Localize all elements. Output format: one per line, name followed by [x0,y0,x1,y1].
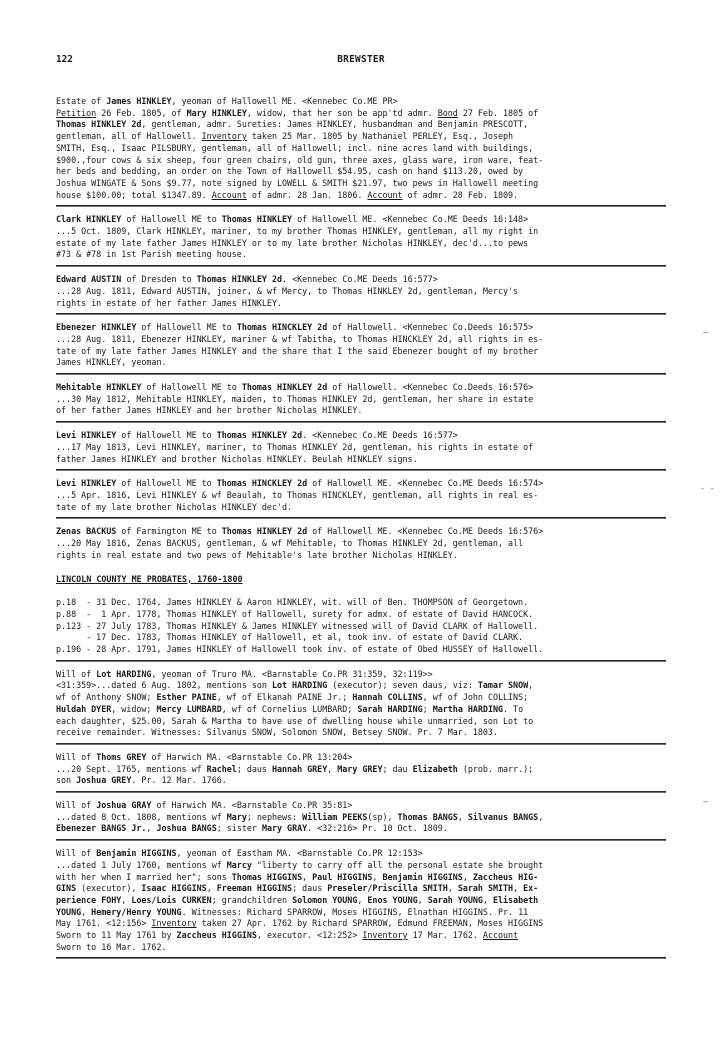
person-name: Sarah YOUNG [427,894,483,905]
entry-text: #73 & #78 in 1st Parish meeting house. [56,249,247,260]
margin-mark: — [703,328,708,337]
person-name: William PEEKS [302,811,368,822]
entry-text: of Hallowell ME to [116,478,217,489]
entry-text: (sp), [367,811,398,822]
person-name: Levi HINKLEY [56,478,117,489]
entry-line [56,883,666,895]
person-name: Zaccheus HIGGINS [176,930,257,941]
entry-text: ; daus [292,883,328,894]
entry-text: estate of my late father James HINKLEY or to my late brother Nicholas HINKLEY, dec'd...to pews [56,237,529,248]
record-term: Account [367,189,403,200]
record-entry [56,848,666,953]
person-name: Thomas HINCKLEY 2d [236,322,328,333]
person-name: Zaccheus HIG- [472,871,539,882]
entry-text: , [121,894,132,905]
entry-text: , widow, that her son be app'td admr. [246,107,438,118]
entry-line [56,704,666,716]
entry-line [56,526,666,538]
entry-line [56,644,666,656]
person-name: GINS [56,883,77,894]
entry-line [56,178,666,190]
entry-line [56,322,666,334]
entry-text: , [457,811,468,822]
person-name: Thomas HIGGINS [231,871,303,882]
entry-line [56,357,666,369]
entry-text: May 1761. <12:156> [56,918,152,929]
entry-line [56,274,666,286]
entry-text: , [372,871,383,882]
person-name: Clark HINKLEY [56,214,122,225]
entry-text: each daughter, $25.00, Sarah & Martha to have use of dwelling house while unmarried, son Lot to [56,715,534,726]
separator-rule [56,313,666,315]
entry-line [56,930,666,942]
person-name: Esther PAINE [156,692,217,703]
record-term: Bond [437,107,458,118]
entry-line [56,490,666,502]
entry-line [56,800,666,812]
entry-text: . Witnesses: Richard SPARROW, Moses HIGGINS, Elnathan HIGGINS. Pr. 11 [181,906,529,917]
entry-text: of Hallowell ME. <Kennebec Co.ME Deeds 16:148> [292,214,529,225]
entry-line [56,405,666,417]
entry-text: receive remainder. Witnesses: Silvanus SNOW, Solomon SNOW, Betsey SNOW. Pr. 7 Mar. 1803. [56,727,498,738]
person-name: Freeman HIGGINS [216,883,293,894]
record-term: Account [482,930,519,941]
person-name: Benjamin HIGGINS [96,848,177,859]
entry-line [56,334,666,346]
entry-text: her beds and bedding, an order on the Town of Hallowell $54.95, cash on hand $113.20, owed by [56,166,524,177]
entry-line [56,502,666,514]
entry-text: , [513,883,524,894]
record-term: Account [211,189,247,200]
person-name: YOUNG [56,906,82,917]
entry-text: of Harwich MA. <Barnstable Co.PR 13:204> [146,751,353,762]
entry-line [56,860,666,872]
entry-text: 27 Feb. 1805 of [457,107,539,118]
entry-text: . <32:216> Pr. 10 Oct. 1809. [307,823,448,834]
person-name: Thomas HINKLEY 2d [241,382,328,393]
person-name: Thomas HINKLEY 2d [216,430,303,441]
entry-text: 17 Mar. 1762. [407,930,483,941]
separator-rule [56,839,666,841]
entry-text: ; daus [236,763,272,774]
entry-line [56,394,666,406]
entry-text: father James HINKLEY and brother Nicholas HINKLEY. Beulah HINKLEY signs. [56,453,418,464]
entry-line [56,692,666,704]
entry-text: , yeoman of Eastham MA. <Barnstable Co.PR 12:153> [176,848,423,859]
person-name: Preseler/Priscilla SMITH [327,883,448,894]
person-name: Thomas HINKLEY [221,214,293,225]
entry-text: tate of my late brother Nicholas HINKLEY dec'd. [56,501,293,512]
entry-text: of Dresden to [121,274,197,285]
entry-line [56,298,666,310]
person-name: Mary [226,811,247,822]
entry-text: of admr. 28 Feb. 1809. [402,189,519,200]
record-entry [56,526,666,561]
entry-line [56,538,666,550]
entry-text: , yeoman of Truro MA. <Barnstable Co.PR 31:359, 32:119>> [151,668,433,679]
entry-text: . <Kennebec Co.ME Deeds 16:577> [282,274,438,285]
person-name: Edward AUSTIN [56,274,122,285]
person-name: Levi HINKLEY [56,430,117,441]
record-entry [56,322,666,369]
entry-line [56,442,666,454]
entry-line [56,238,666,250]
entry-text: ...28 Aug. 1811, Edward AUSTIN, joiner, & wf Mercy, to Thomas HINKLEY 2d, gentleman, Mercy's [56,285,519,296]
entry-text: wf of Anthony SNOW; [56,692,157,703]
entry-text: p.18 - 31 Dec. 1764, James HINKLEY & Aaron HINKLEY, wit. will of Ben. THOMPSON of Georgetown. [56,597,529,608]
person-name: Rachel [206,763,237,774]
entry-text: , wf of John COLLINS; [422,692,529,703]
record-entry [56,478,666,513]
entry-text: (executor); seven daus, viz: [327,680,478,691]
person-name: Thomas BANGS [397,811,458,822]
person-name: Mary HINKLEY [186,107,247,118]
page-header [56,54,666,68]
entry-line [56,895,666,907]
entry-text: p.123 - 27 July 1783, Thomas HINKLEY & James HINKLEY witnessed will of David CLARK of Hallowell. [56,620,539,631]
entry-text: SMITH, Esq., Isaac PILSBURY, gentleman, all of Hallowell; incl. nine acres land with buildings, [56,142,534,153]
entry-text: , yeoman of Hallowell ME. <Kennebec Co.ME PR> [171,96,398,106]
entry-line [56,823,666,835]
entry-text: ; sister [216,823,262,834]
entry-line [56,131,666,143]
person-name: Ebenezer BANGS Jr. [56,823,147,834]
person-name: Enos YOUNG [367,894,418,905]
separator-rule [56,791,666,793]
person-name: Elizabeth [412,763,458,774]
entry-text: ...dated 8 Oct. 1808, mentions wf [56,811,227,822]
entry-text: , wf of Elkanah PAINE Jr.; [216,692,353,703]
page-content [56,96,666,966]
person-name: Thomas HINKLEY 2d [56,119,142,130]
person-name: Sarah SMITH [457,883,514,894]
entry-line [56,680,666,692]
entry-line [56,119,666,131]
separator-rule [56,660,666,662]
record-entry [56,800,666,835]
entry-text: , gentleman, admr. Sureties: James HINKLEY, husbandman and Benjamin PRESCOTT, [141,119,529,130]
entry-text: Will of [56,668,97,679]
margin-mark: - - [700,484,715,493]
entry-text: ...20 May 1816, Zenas BACKUS, gentleman, & wf Mehitable, to Thomas HINKLEY 2d, gentleman, all [56,538,524,549]
entry-line [56,190,666,202]
entry-text: , [417,894,428,905]
entry-line [56,907,666,919]
entry-text: , [447,883,458,894]
entry-text: , widow; [111,703,157,714]
record-term: Inventory [201,131,247,142]
person-name: Joshua GREY [76,775,132,786]
person-name: Martha HARDING [432,703,504,714]
person-name: Huldah DYER [56,703,112,714]
entry-line [56,155,666,167]
entry-text: ...5 Apr. 1816, Levi HINKLEY & wf Beaulah, to Thomas HINCKLEY, gentleman, all rights in real es- [56,489,539,500]
person-name: Thomas HINCKLEY 2d [216,478,308,489]
entry-text: , [357,894,368,905]
entry-text: ...28 Aug. 1811, Ebenezer HINKLEY, mariner & wf Tabitha, to Thomas HINCKLEY 2d, all rights in es- [56,333,544,344]
entry-text: ; grandchildren [211,894,293,905]
person-name: Tamar SNOW [477,680,529,691]
entry-text: , [302,871,313,882]
person-name: Marcy [226,859,252,870]
entry-line [56,775,666,787]
entry-text: (prob. marr.); [457,763,534,774]
entry-text: ...17 May 1813, Levi HINKLEY, mariner, to Thomas HINKLEY 2d, gentleman, his rights in estate of [56,441,534,452]
entry-text: of Farmington ME to [116,526,222,537]
person-name: Zenas BACKUS [56,526,117,537]
entry-text: taken 27 Apr. 1762 by Richard SPARROW, Edmund FREEMAN, Moses HIGGINS [196,918,544,929]
entry-text: of Hallowell. <Kennebec Co.Deeds 16:575> [327,322,534,333]
entry-text: , [462,871,473,882]
separator-rule [56,469,666,471]
entry-line [56,214,666,226]
entry-text: Will of [56,751,97,762]
entry-line [56,752,666,764]
entry-text: of Hallowell ME to [136,322,237,333]
record-term: Petition [56,107,97,118]
entry-text: of Harwich MA. <Barnstable Co.PR 35:81> [151,800,353,811]
entry-line [56,621,666,633]
separator-rule [56,373,666,375]
entry-text: Joshua WINGATE & Sons $9.77, note signed by LOWELL & SMITH $21.97, two pews in Hallowell meeting [56,177,539,188]
person-name: Hemery/Henry YOUNG [91,906,182,917]
running-head: BREWSTER [337,54,385,65]
entry-line [56,346,666,358]
section-gap [56,562,666,574]
person-name: Hannah GREY [271,763,328,774]
record-term: Inventory [151,918,197,929]
entry-text: <31:359>...dated 6 Aug. 1802, mentions son [56,680,272,691]
entry-text: , [528,680,534,691]
entry-line [56,550,666,562]
entry-text: ; dau [382,763,413,774]
person-name: Joshua BANGS [156,823,217,834]
entry-text: ...30 May 1812, Mehitable HINKLEY, maiden, to Thomas HINKLEY 2d, gentleman, her share in estate [56,393,534,404]
entry-text: Sworn to 11 May 1761 by [56,930,177,941]
person-name: Mary GREY [337,763,383,774]
entry-line [56,727,666,739]
person-name: Thomas HINKLEY 2d [221,526,308,537]
entry-line [56,382,666,394]
entry-text: , [327,763,338,774]
entry-line [56,918,666,930]
entry-text: of Hallowell. <Kennebec Co.Deeds 16:576> [327,382,534,393]
person-name: Paul HIGGINS [312,871,373,882]
entry-text: , [482,894,493,905]
entry-text: of Hallowell ME to [121,214,222,225]
entry-text: son [56,775,77,786]
entry-text: , wf of Cornelius LUMBARD; [221,703,358,714]
entry-text: , [206,883,217,894]
entry-line [56,632,666,644]
entry-text: Estate of [56,96,107,106]
person-name: Hannah COLLINS [352,692,423,703]
person-name: Benjamin HIGGINS [382,871,463,882]
entry-text: , [538,811,544,822]
entry-line [56,454,666,466]
entry-text: of Hallowell ME. <Kennebec Co.ME Deeds 16:576> [307,526,544,537]
entry-text: Will of [56,800,97,811]
entry-line [56,108,666,120]
entry-text: taken 25 Mar. 1805 by Nathaniel PERLEY, Esq., Joseph [246,131,514,142]
page-number: 122 [56,54,73,65]
person-name: Ex- [523,883,539,894]
entry-line [56,249,666,261]
entry-line [56,669,666,681]
entry-text: p.88 - 1 Apr. 1778, Thomas HINKLEY of Hallowell, surety for admx. of estate of David HANCOCK. [56,608,534,619]
entry-text: rights in estate of her father James HINKLEY. [56,297,282,308]
record-entry [56,597,666,656]
entry-text: rights in real estate and two pews of Mehitable's late brother Nicholas HINKLEY. [56,549,458,560]
entry-text: - 17 Dec. 1783, Thomas HINKLEY of Hallowell, et al, took inv. of estate of David CLARK. [56,632,524,643]
person-name: Isaac HIGGINS [141,883,207,894]
entry-text: Will of [56,848,97,859]
entry-text: . <Kennebec Co.ME Deeds 16:577> [302,430,458,441]
entry-line [56,764,666,776]
entry-text: ...5 Oct. 1809, Clark HINKLEY, mariner, to my brother Thomas HINKLEY, gentleman, all my right in [56,226,539,237]
entry-text: of admr. 28 Jan. 1806. [246,189,368,200]
entry-text: tate of my late father James HINKLEY and the share that I the said Ebenezer bought of my brother [56,345,539,356]
entry-text: ...dated 1 July 1760, mentions wf [56,859,227,870]
record-entry [56,430,666,465]
entry-line [56,812,666,824]
person-name: Mary GRAY [261,823,308,834]
separator-rule [56,517,666,519]
entry-text: of Hallowell ME to [116,430,217,441]
record-entry [56,669,666,739]
person-name: perience FOHY [56,894,122,905]
entry-text: $900.,four cows & six sheep, four green chairs, old gun, three axes, glass ware, iron ware, feat- [56,154,544,165]
person-name: Sarah HARDING [357,703,423,714]
person-name: Solomon YOUNG [292,894,358,905]
entry-line [56,848,666,860]
entry-text: house $100.00; total $1347.89. [56,189,212,200]
entry-text: James HINKLEY, yeoman. [56,357,167,368]
person-name: Lot HARDING [271,680,328,691]
entry-line [56,286,666,298]
separator-rule [56,743,666,745]
section-heading: LINCOLN COUNTY ME PROBATES, 1760-1800 [56,573,243,584]
entry-text: "liberty to carry off all the personal estate she brought [251,859,544,870]
entry-text: , [81,906,92,917]
margin-mark: — [703,797,708,806]
person-name: Thoms GREY [96,751,147,762]
record-entry [56,214,666,261]
entry-line [56,609,666,621]
entry-text: (executor), [76,883,142,894]
entry-line [56,478,666,490]
entry-text: Sworn to 16 Mar. 1762. [56,941,167,952]
entry-text: of her father James HINKLEY and her brother Nicholas HINKLEY. [56,405,363,416]
separator-rule [56,205,666,207]
person-name: James HINKLEY [106,96,172,106]
entry-line [56,597,666,609]
record-entry [56,96,666,201]
entry-line [56,143,666,155]
person-name: Mehitable HINKLEY [56,382,142,393]
entry-line [56,96,666,108]
entry-text: 26 Feb. 1805, of [96,107,187,118]
entry-line [56,872,666,884]
record-term: Inventory [362,930,408,941]
person-name: Thomas HINKLEY 2d [196,274,283,285]
entry-text: , [146,823,157,834]
entry-line [56,716,666,728]
entry-text: . To [503,703,524,714]
separator-rule [56,421,666,423]
record-entry [56,274,666,309]
entry-text: p.196 - 28 Apr. 1791, James HINKLEY of Hallowell took inv. of estate of Obed HUSSEY of Hallowell. [56,644,544,655]
person-name: Lot HARDING [96,668,152,679]
entry-text: of Hallowell ME. <Kennebec Co.ME Deeds 16:574> [307,478,544,489]
entry-line [56,166,666,178]
entry-text: ; nephews: [246,811,303,822]
entry-line [56,942,666,954]
person-name: Ebenezer HINKLEY [56,322,137,333]
record-entry [56,752,666,787]
entry-line [56,430,666,442]
person-name: Mercy LUMBARD [156,703,222,714]
entry-line [56,226,666,238]
separator-rule [56,265,666,267]
person-name: Elisabeth [492,894,539,905]
entry-text: , executor. <12:252> [256,930,363,941]
entry-text: ...20 Sept. 1765, mentions wf [56,763,207,774]
person-name: Silvanus BANGS [467,811,539,822]
entry-text: gentleman, all of Hallowell. [56,131,202,142]
entry-text: with her when I married her"; sons [56,871,232,882]
separator-rule [56,957,666,959]
entry-text: ; [422,703,433,714]
person-name: Joshua GRAY [96,800,152,811]
record-entry [56,382,666,417]
entry-text: of Hallowell ME to [141,382,242,393]
person-name: Loes/Lois CURKEN [131,894,212,905]
entry-text: . Pr. 12 Mar. 1766. [131,775,227,786]
